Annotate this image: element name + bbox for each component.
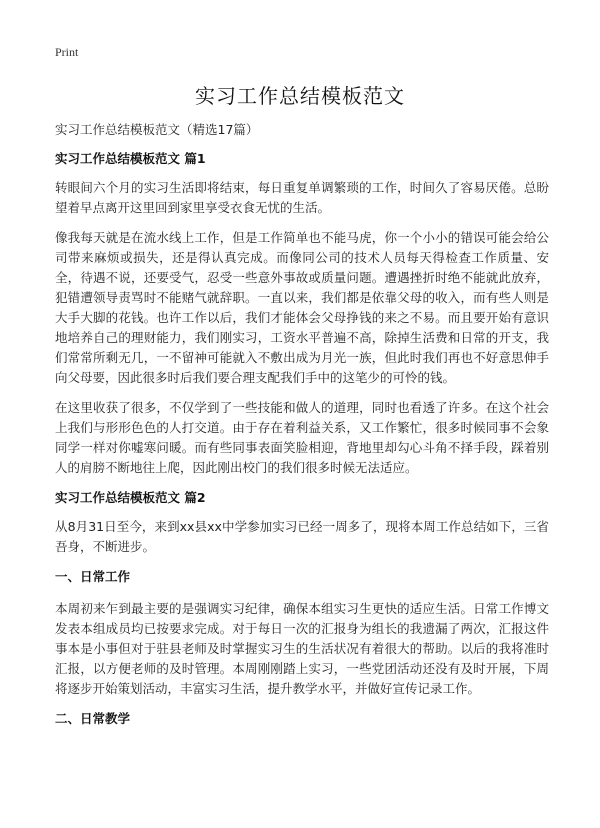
document-body [55,120,549,741]
article-1-paragraph-3: 在这里收获了很多，不仅学到了一些技能和做人的道理，同时也看透了许多。在这个社会上我们与形形色色的人打交道。由于存在着利益关系，又工作繁忙，很多时候同事不会象同学一样对你嘘寒问暖。而有些同事表面笑脸相迎，背地里却勾心斗角不择手段，踩着别人的肩膀不断地往上爬，因此刚出校门的我们很多时候无法适应。 [55,400,549,475]
document-subtitle: 实习工作总结模板范文（精选17篇） [55,122,259,137]
article-2-intro: 从8月31日至今，来到xx县xx中学参加实习已经一周多了，现将本周工作总结如下，三省吾身，不断进步。 [55,519,549,554]
article-1-paragraph-1: 转眼间六个月的实习生活即将结束，每日重复单调繁琐的工作，时间久了容易厌倦。总盼望着早点离开这里回到家里享受衣食无忧的生活。 [55,180,549,215]
article-2-heading: 实习工作总结模板范文 篇2 [55,490,206,505]
section-daily-work-title: 一、日常工作 [55,569,131,584]
article-1-heading: 实习工作总结模板范文 篇1 [55,151,206,166]
section-daily-work-body: 本周初来乍到最主要的是强调实习纪律，确保本组实习生更快的适应生活。日常工作博文发表本组成员均已按要求完成。对于每日一次的汇报身为组长的我遗漏了两次，汇报这件事本是小事但对于驻县老师及时掌握实习生的生活状况有着很大的帮助。以后的我将准时汇报，以方便老师的及时管理。本周刚刚踏上实习，一些党团活动还没有及时开展，下周将逐步开始策划活动，丰富实习生活，提升教学水平，并做好宣传记录工作。 [55,601,549,696]
article-1-paragraph-2: 像我每天就是在流水线上工作，但是工作简单也不能马虎，你一个小小的错误可能会给公司带来麻烦或损失，还是得认真完成。而像同公司的技术人员每天得检查工作质量、安全，待遇不说，还要受气，忍受一些意外事故或质量问题。遭遇挫折时绝不能就此放弃，犯错遭领导责骂时不能赌气就辞职。一直以来，我们都是依靠父母的收入，而有些人则是大手大脚的花钱。也许工作以后，我们才能体会父母挣钱的来之不易。而且要开始有意识地培养自己的理财能力，我们刚实习，工资水平普遍不高，除掉生活费和日常的开支，我们常常所剩无几，一不留神可能就入不敷出成为月光一族，但此时我们再也不好意思伸手向父母要，因此很多时后我们要合理支配我们手中的这笔少的可怜的钱。 [55,230,549,385]
print-label: Print [55,45,79,59]
section-daily-teaching-title: 二、日常教学 [55,711,131,726]
page-title: 实习工作总结模板范文 [195,84,405,108]
